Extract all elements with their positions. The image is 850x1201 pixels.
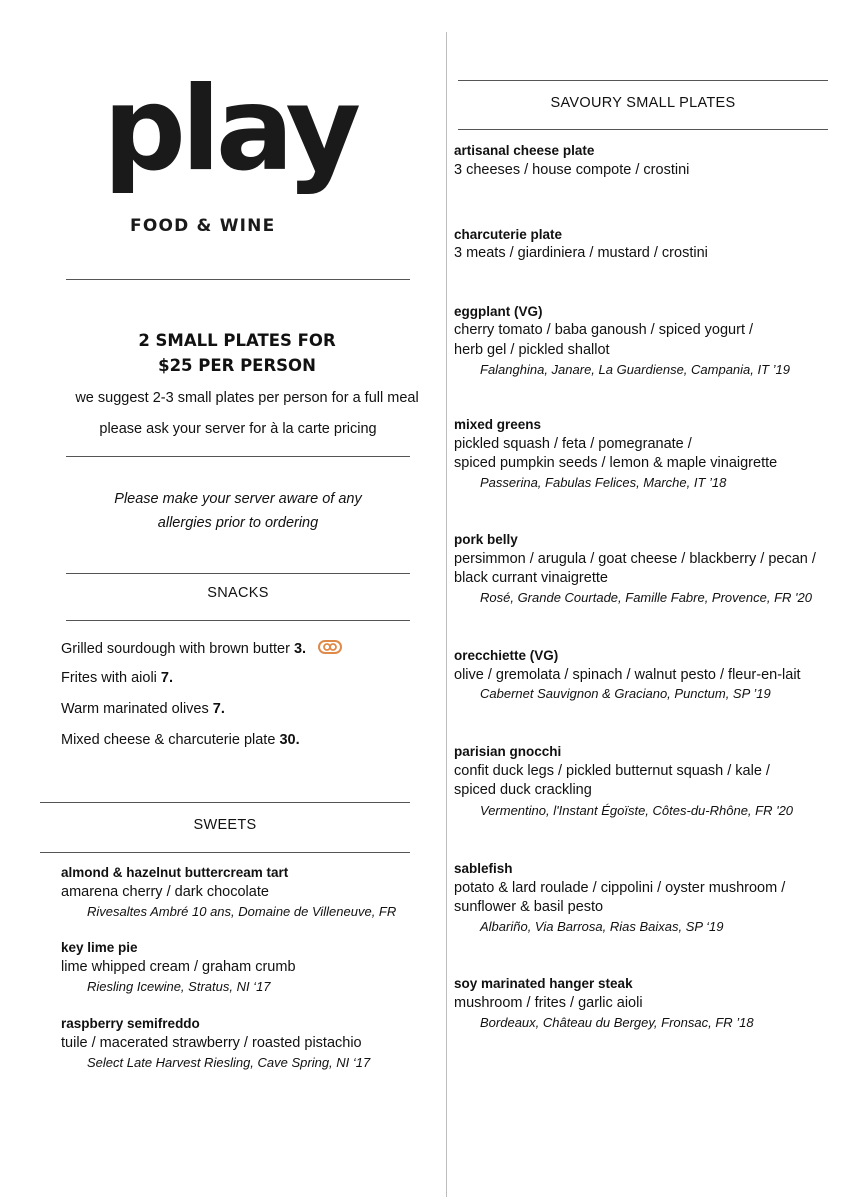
sweet-desc: amarena cherry / dark chocolate: [61, 884, 269, 900]
dish-wine: Vermentino, l'Instant Égoïste, Côtes-du-Rhône, FR '20: [480, 803, 794, 818]
dish-wine: Rosé, Grande Courtade, Famille Fabre, Provence, FR '20: [480, 590, 812, 605]
dish-desc: mushroom / frites / garlic aioli: [454, 995, 643, 1011]
sweets-title: SWEETS: [193, 817, 257, 833]
dish-wine: Falanghina, Janare, La Guardiense, Campania, IT ’19: [480, 362, 791, 377]
sweet-wine: Riesling Icewine, Stratus, NI ‘17: [87, 979, 271, 994]
snack-item: [61, 639, 342, 659]
dish-desc: cherry tomato / baba ganoush / spiced yogurt /: [454, 322, 754, 338]
snack-name: Frites with aioli: [61, 670, 157, 686]
snack-item: [61, 732, 300, 748]
dish-name: charcuterie plate: [454, 227, 563, 242]
dish-desc: potato & lard roulade / cippolini / oyster mushroom /: [454, 880, 786, 896]
sweet-wine: Select Late Harvest Riesling, Cave Spring, NI ‘17: [87, 1055, 371, 1070]
dish-desc: 3 cheeses / house compote / crostini: [454, 162, 690, 178]
dish-desc: persimmon / arugula / goat cheese / blackberry / pecan /: [454, 551, 816, 567]
divider: [66, 279, 410, 280]
dish-desc: 3 meats / giardiniera / mustard / crostini: [454, 245, 708, 261]
snack-price: 7.: [212, 701, 225, 717]
allergy-note-2: allergies prior to ordering: [157, 515, 319, 531]
promo-line-1: 2 SMALL PLATES FOR: [138, 331, 336, 350]
snacks-title: SNACKS: [207, 585, 269, 601]
dish-desc: herb gel / pickled shallot: [454, 342, 610, 358]
divider: [66, 456, 410, 457]
dish-wine: Passerina, Fabulas Felices, Marche, IT ’18: [480, 475, 727, 490]
pricing-note: please ask your server for à la carte pricing: [99, 421, 377, 437]
sweet-name: key lime pie: [61, 940, 138, 955]
divider: [458, 80, 828, 81]
snack-name: Mixed cheese & charcuterie plate: [61, 732, 276, 748]
dish-desc: olive / gremolata / spinach / walnut pesto / fleur-en-lait: [454, 667, 801, 683]
brand-tagline: FOOD & WINE: [130, 216, 276, 236]
dish-desc: black currant vinaigrette: [454, 570, 608, 586]
sweet-name: raspberry semifreddo: [61, 1016, 200, 1031]
sweet-desc: lime whipped cream / graham crumb: [61, 959, 296, 975]
promo-line-2: $25 PER PERSON: [158, 356, 316, 375]
dish-desc: spiced duck crackling: [454, 782, 592, 798]
suggestion-note: we suggest 2-3 small plates per person for a full meal: [75, 390, 419, 406]
snack-name: Grilled sourdough with brown butter: [61, 640, 290, 657]
dish-wine: Albariño, Via Barrosa, Rias Baixas, SP ‘19: [480, 919, 724, 934]
dish-desc: pickled squash / feta / pomegranate /: [454, 436, 692, 452]
dish-name: pork belly: [454, 532, 518, 547]
dish-desc: sunflower & basil pesto: [454, 899, 604, 915]
dish-name: mixed greens: [454, 417, 542, 432]
dish-name: parisian gnocchi: [454, 744, 562, 759]
snack-name: Warm marinated olives: [61, 701, 209, 717]
snack-item: [61, 670, 173, 686]
brand-logo: play: [103, 62, 357, 197]
dish-wine: Bordeaux, Château du Bergey, Fronsac, FR ’18: [480, 1015, 754, 1030]
sweet-wine: Rivesaltes Ambré 10 ans, Domaine de Villeneuve, FR: [87, 904, 397, 919]
savoury-title: SAVOURY SMALL PLATES: [550, 95, 736, 111]
dish-name: artisanal cheese plate: [454, 143, 595, 158]
snack-price: 30.: [279, 732, 300, 748]
dish-desc: spiced pumpkin seeds / lemon & maple vinaigrette: [454, 455, 778, 471]
allergy-note-1: Please make your server aware of any: [114, 491, 362, 507]
snack-price: 7.: [160, 670, 174, 686]
divider: [458, 129, 828, 130]
snack-price: 3.: [293, 640, 307, 657]
sweet-desc: tuile / macerated strawberry / roasted pistachio: [61, 1035, 362, 1051]
column-divider: [446, 32, 447, 1197]
gift-card-icon: [318, 639, 342, 659]
dish-name: soy marinated hanger steak: [454, 976, 633, 991]
divider: [66, 620, 410, 621]
snack-item: [61, 701, 225, 717]
divider: [40, 852, 410, 853]
dish-name: orecchiette (VG): [454, 648, 559, 663]
dish-name: sablefish: [454, 861, 513, 876]
sweet-name: almond & hazelnut buttercream tart: [61, 865, 289, 880]
dish-wine: Cabernet Sauvignon & Graciano, Punctum, SP ’19: [480, 686, 771, 701]
divider: [66, 573, 410, 574]
divider: [40, 802, 410, 803]
dish-name: eggplant (VG): [454, 304, 543, 319]
dish-desc: confit duck legs / pickled butternut squash / kale /: [454, 763, 770, 779]
